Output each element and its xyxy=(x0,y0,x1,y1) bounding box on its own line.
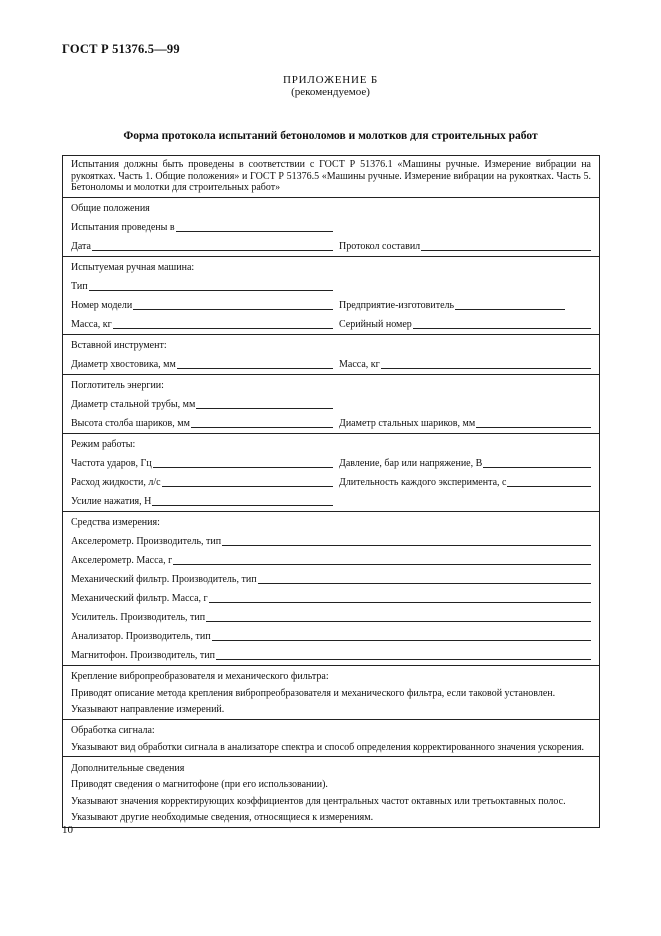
blank-line xyxy=(196,407,333,409)
mode-section xyxy=(63,433,600,511)
filter-mass-field[interactable] xyxy=(71,593,591,605)
appendix-heading xyxy=(0,74,661,98)
section-heading: Крепление вибропреобразователя и механического фильтра: xyxy=(71,671,329,682)
intro-cell xyxy=(63,156,600,198)
blank-line xyxy=(222,544,591,546)
field-label: Частота ударов, Гц xyxy=(71,458,152,469)
document-code: ГОСТ Р 51376.5—99 xyxy=(62,42,180,56)
field-label: Номер модели xyxy=(71,300,133,311)
blank-line xyxy=(483,466,591,468)
pressure-field[interactable] xyxy=(339,458,591,470)
absorber-section xyxy=(63,374,600,433)
duration-field[interactable] xyxy=(339,477,591,489)
blank-line xyxy=(507,485,591,487)
blank-line xyxy=(173,563,591,565)
section-heading: Обработка сигнала: xyxy=(71,725,155,736)
analyzer-maker-field[interactable] xyxy=(71,631,591,643)
appendix-title: ПРИЛОЖЕНИЕ Б xyxy=(283,74,378,86)
blank-line xyxy=(413,327,591,329)
blank-line xyxy=(152,504,333,506)
other-info: Указывают другие необходимые сведения, относящиеся к измерениям. xyxy=(71,812,374,823)
amplifier-maker-field[interactable] xyxy=(71,612,591,624)
blank-line xyxy=(89,289,333,291)
blank-line xyxy=(209,601,591,603)
blank-line xyxy=(206,620,591,622)
blank-line xyxy=(153,466,333,468)
blank-line xyxy=(421,249,591,251)
force-field[interactable] xyxy=(71,496,333,508)
blank-line xyxy=(476,426,591,428)
accelerometer-mass-field[interactable] xyxy=(71,555,591,567)
ball-diameter-field[interactable] xyxy=(339,418,591,430)
section-heading: Общие положения xyxy=(71,203,150,214)
intro-row xyxy=(63,156,600,198)
field-label: Тип xyxy=(71,281,88,292)
machine-mass-field[interactable] xyxy=(71,319,333,331)
field-label: Предприятие-изготовитель xyxy=(339,300,455,311)
blank-line xyxy=(191,426,333,428)
section-heading: Режим работы: xyxy=(71,439,136,450)
field-label: Масса, кг xyxy=(339,359,380,370)
processing-description: Указывают вид обработки сигнала в анализаторе спектра и способ определения корректированного значения ускорения. xyxy=(71,741,585,753)
blank-line xyxy=(455,308,565,310)
pipe-diameter-field[interactable] xyxy=(71,399,333,411)
field-label: Усилие нажатия, Н xyxy=(71,496,152,507)
field-label: Усилитель. Производитель, тип xyxy=(71,612,206,623)
machine-type-field[interactable] xyxy=(71,281,333,293)
section-heading: Дополнительные сведения xyxy=(71,762,185,774)
mounting-section xyxy=(63,665,600,719)
field-label: Испытания проведены в xyxy=(71,222,175,233)
fluid-flow-field[interactable] xyxy=(71,477,333,489)
blank-line xyxy=(258,582,591,584)
field-label: Механический фильтр. Производитель, тип xyxy=(71,574,257,585)
appendix-subtitle: (рекомендуемое) xyxy=(291,86,370,98)
tested-in-field[interactable] xyxy=(71,222,333,234)
accelerometer-maker-field[interactable] xyxy=(71,536,591,548)
serial-number-field[interactable] xyxy=(339,319,591,331)
field-label: Длительность каждого эксперимента, с xyxy=(339,477,507,488)
form-title: Форма протокола испытаний бетоноломов и молотков для строительных работ xyxy=(123,130,538,142)
field-label: Магнитофон. Производитель, тип xyxy=(71,650,215,661)
instruments-section xyxy=(63,511,600,665)
shank-diameter-field[interactable] xyxy=(71,359,333,371)
section-heading: Вставной инструмент: xyxy=(71,340,167,351)
blank-line xyxy=(212,639,591,641)
field-label: Серийный номер xyxy=(339,319,412,330)
field-label: Акселерометр. Масса, г xyxy=(71,555,173,566)
protocol-by-field[interactable] xyxy=(339,241,591,253)
date-field[interactable] xyxy=(71,241,333,253)
protocol-form-table xyxy=(62,155,600,828)
page-number: 10 xyxy=(62,824,73,836)
ball-height-field[interactable] xyxy=(71,418,333,430)
general-section xyxy=(63,197,600,256)
blank-line xyxy=(162,485,333,487)
field-label: Масса, кг xyxy=(71,319,112,330)
processing-section xyxy=(63,719,600,757)
section-heading: Испытуемая ручная машина: xyxy=(71,262,195,273)
field-label: Расход жидкости, л/с xyxy=(71,477,161,488)
blank-line xyxy=(92,249,333,251)
mounting-description: Приводят описание метода крепления вибропреобразователя и механического фильтра, если таковой установлен. xyxy=(71,687,556,699)
recorder-info: Приводят сведения о магнитофоне (при его использовании). xyxy=(71,779,328,790)
field-label: Диаметр стальных шариков, мм xyxy=(339,418,476,429)
tool-mass-field[interactable] xyxy=(339,359,591,371)
recorder-maker-field[interactable] xyxy=(71,650,591,662)
model-number-field[interactable] xyxy=(71,300,333,312)
measurement-direction: Указывают направление измерений. xyxy=(71,704,225,715)
intro-text: Испытания должны быть проведены в соответствии с ГОСТ Р 51376.1 «Машины ручные. Измерение вибрации на рукоятках. Часть 1. Общие положения» и ГОСТ Р 51376.5 «Машины ручные. Измерение вибрации на рукоятках. Часть 5. Бетоноломы и молотки для строительных работ» xyxy=(71,159,591,193)
tool-section xyxy=(63,334,600,374)
blank-line xyxy=(177,367,333,369)
manufacturer-field[interactable] xyxy=(339,300,591,312)
blank-line xyxy=(113,327,333,329)
field-label: Дата xyxy=(71,241,91,252)
blank-line xyxy=(216,658,591,660)
machine-section xyxy=(63,256,600,334)
blank-line xyxy=(176,230,333,232)
section-heading: Поглотитель энергии: xyxy=(71,380,164,391)
extra-section xyxy=(63,757,600,828)
field-label: Диаметр хвостовика, мм xyxy=(71,359,176,370)
field-label: Акселерометр. Производитель, тип xyxy=(71,536,222,547)
field-label: Анализатор. Производитель, тип xyxy=(71,631,211,642)
filter-maker-field[interactable] xyxy=(71,574,591,586)
correction-coefficients: Указывают значения корректирующих коэффициентов для центральных частот октавных или третьоктавных полос. xyxy=(71,795,566,807)
field-label: Механический фильтр. Масса, г xyxy=(71,593,208,604)
impact-frequency-field[interactable] xyxy=(71,458,333,470)
section-heading: Средства измерения: xyxy=(71,517,160,528)
blank-line xyxy=(381,367,591,369)
field-label: Протокол составил xyxy=(339,241,421,252)
field-label: Диаметр стальной трубы, мм xyxy=(71,399,196,410)
blank-line xyxy=(133,308,333,310)
field-label: Высота столба шариков, мм xyxy=(71,418,190,429)
field-label: Давление, бар или напряжение, В xyxy=(339,458,483,469)
